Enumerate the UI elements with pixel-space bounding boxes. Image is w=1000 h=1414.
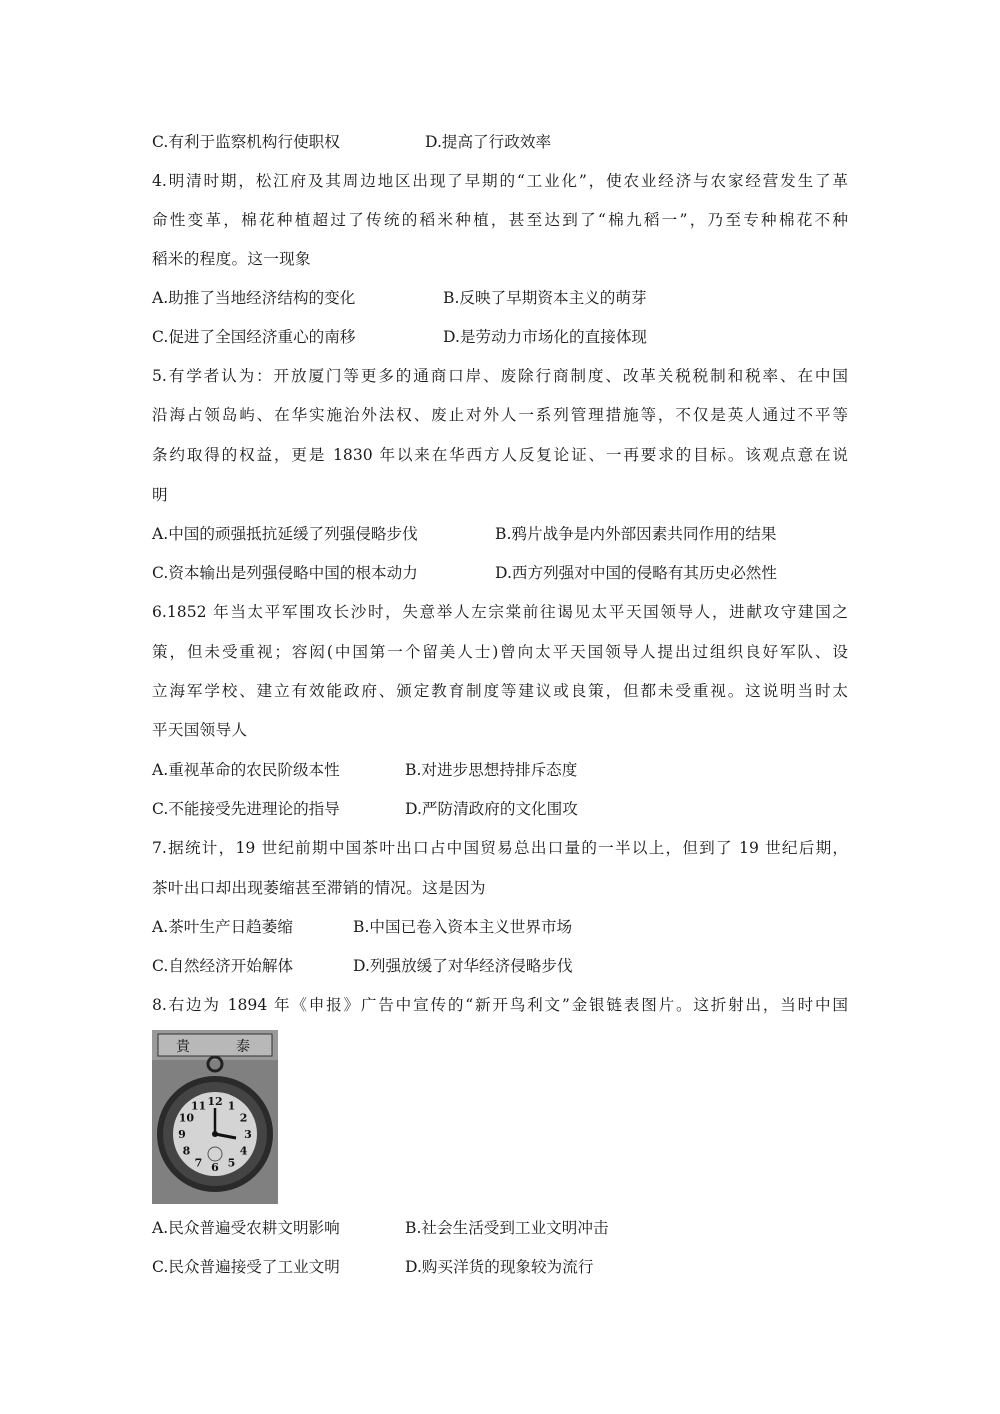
q7-option-d: D.列强放缓了对华经济侵略步伐 <box>353 957 573 975</box>
dial-number: 2 <box>239 1111 248 1125</box>
q7-stem-line-2: 茶叶出口却出现萎缩甚至滞销的情况。这是因为 <box>152 879 486 897</box>
dial-number: 1 <box>227 1099 236 1113</box>
q3-option-c: C.有利于监察机构行使职权 <box>152 133 340 151</box>
q5-option-c: C.资本输出是列强侵略中国的根本动力 <box>152 564 418 582</box>
q4-option-d: D.是劳动力市场化的直接体现 <box>443 328 648 346</box>
pocket-watch-icon <box>152 1030 278 1204</box>
q5-stem-line-3: 条约取得的权益，更是 1830 年以来在华西方人反复论证、一再要求的目标。该观点意在说 <box>152 446 848 464</box>
q4-option-c: C.促进了全国经济重心的南移 <box>152 328 356 346</box>
q4-stem-line-3: 稻米的程度。这一现象 <box>152 250 311 268</box>
pocket-watch-advertisement-image <box>152 1030 278 1204</box>
dial-number: 6 <box>211 1161 219 1174</box>
q4-stem-line-2: 命性变革，棉花种植超过了传统的稻米种植，甚至达到了“棉九稻一”，乃至专种棉花不种 <box>152 211 848 229</box>
dial-number: 10 <box>178 1111 195 1125</box>
q4-option-b: B.反映了早期资本主义的萌芽 <box>443 289 647 307</box>
q8-option-d: D.购买洋货的现象较为流行 <box>405 1258 594 1276</box>
header-char-1: 貴 <box>176 1039 190 1055</box>
q7-option-b: B.中国已卷入资本主义世界市场 <box>353 918 573 936</box>
q6-option-d: D.严防清政府的文化围攻 <box>405 800 578 818</box>
q6-option-b: B.对进步思想持排斥态度 <box>405 761 578 779</box>
dial-number: 5 <box>227 1156 236 1170</box>
dial-number: 7 <box>194 1156 203 1170</box>
q6-option-a: A.重视革命的农民阶级本性 <box>152 761 340 779</box>
q5-stem-line-2: 沿海占领岛屿、在华实施治外法权、废止对外人一系列管理措施等，不仅是英人通过不平等 <box>152 406 848 424</box>
header-char-2: 泰 <box>236 1039 250 1055</box>
q4-stem-line-1: 4.明清时期，松江府及其周边地区出现了早期的“工业化”，使农业经济与农家经营发生了革 <box>152 172 848 190</box>
q5-option-a: A.中国的顽强抵抗延缓了列强侵略步伐 <box>152 525 418 543</box>
q5-stem-line-4: 明 <box>152 486 168 504</box>
q6-stem-line-1: 6.1852 年当太平军围攻长沙时，失意举人左宗棠前往谒见太平天国领导人，进献攻守建国之 <box>152 603 848 621</box>
q6-stem-line-4: 平天国领导人 <box>152 721 248 739</box>
q8-option-a: A.民众普遍受农耕文明影响 <box>152 1219 340 1237</box>
q7-option-a: A.茶叶生产日趋萎缩 <box>152 918 293 936</box>
q8-stem-line-1: 8.右边为 1894 年《申报》广告中宣传的“新开鸟利文”金银链表图片。这折射出，当时中国 <box>152 996 848 1014</box>
dial-number: 8 <box>182 1144 191 1158</box>
q6-stem-line-3: 立海军学校、建立有效能政府、颁定教育制度等建议或良策，但都未受重视。这说明当时太 <box>152 682 848 700</box>
q6-stem-line-2: 策，但未受重视；容闳(中国第一个留美人士)曾向太平天国领导人提出过组织良好军队、设 <box>152 643 848 661</box>
dial-number: 12 <box>207 1095 223 1108</box>
q5-option-d: D.西方列强对中国的侵略有其历史必然性 <box>495 564 777 582</box>
dial-number: 11 <box>190 1099 207 1113</box>
q6-option-c: C.不能接受先进理论的指导 <box>152 800 340 818</box>
q7-option-c: C.自然经济开始解体 <box>152 957 294 975</box>
q5-stem-line-1: 5.有学者认为：开放厦门等更多的通商口岸、废除行商制度、改革关税税制和税率、在中国 <box>152 367 848 385</box>
q4-option-a: A.助推了当地经济结构的变化 <box>152 289 356 307</box>
dial-number: 3 <box>244 1128 252 1141</box>
dial-number: 4 <box>239 1144 248 1158</box>
q3-option-d: D.提高了行政效率 <box>425 133 552 151</box>
q8-option-c: C.民众普遍接受了工业文明 <box>152 1258 340 1276</box>
q7-stem-line-1: 7.据统计，19 世纪前期中国茶叶出口占中国贸易总出口量的一半以上，但到了 19 世纪后期， <box>152 839 848 857</box>
q5-option-b: B.鸦片战争是内外部因素共同作用的结果 <box>495 525 777 543</box>
dial-number: 9 <box>178 1128 186 1141</box>
q8-option-b: B.社会生活受到工业文明冲击 <box>405 1219 609 1237</box>
